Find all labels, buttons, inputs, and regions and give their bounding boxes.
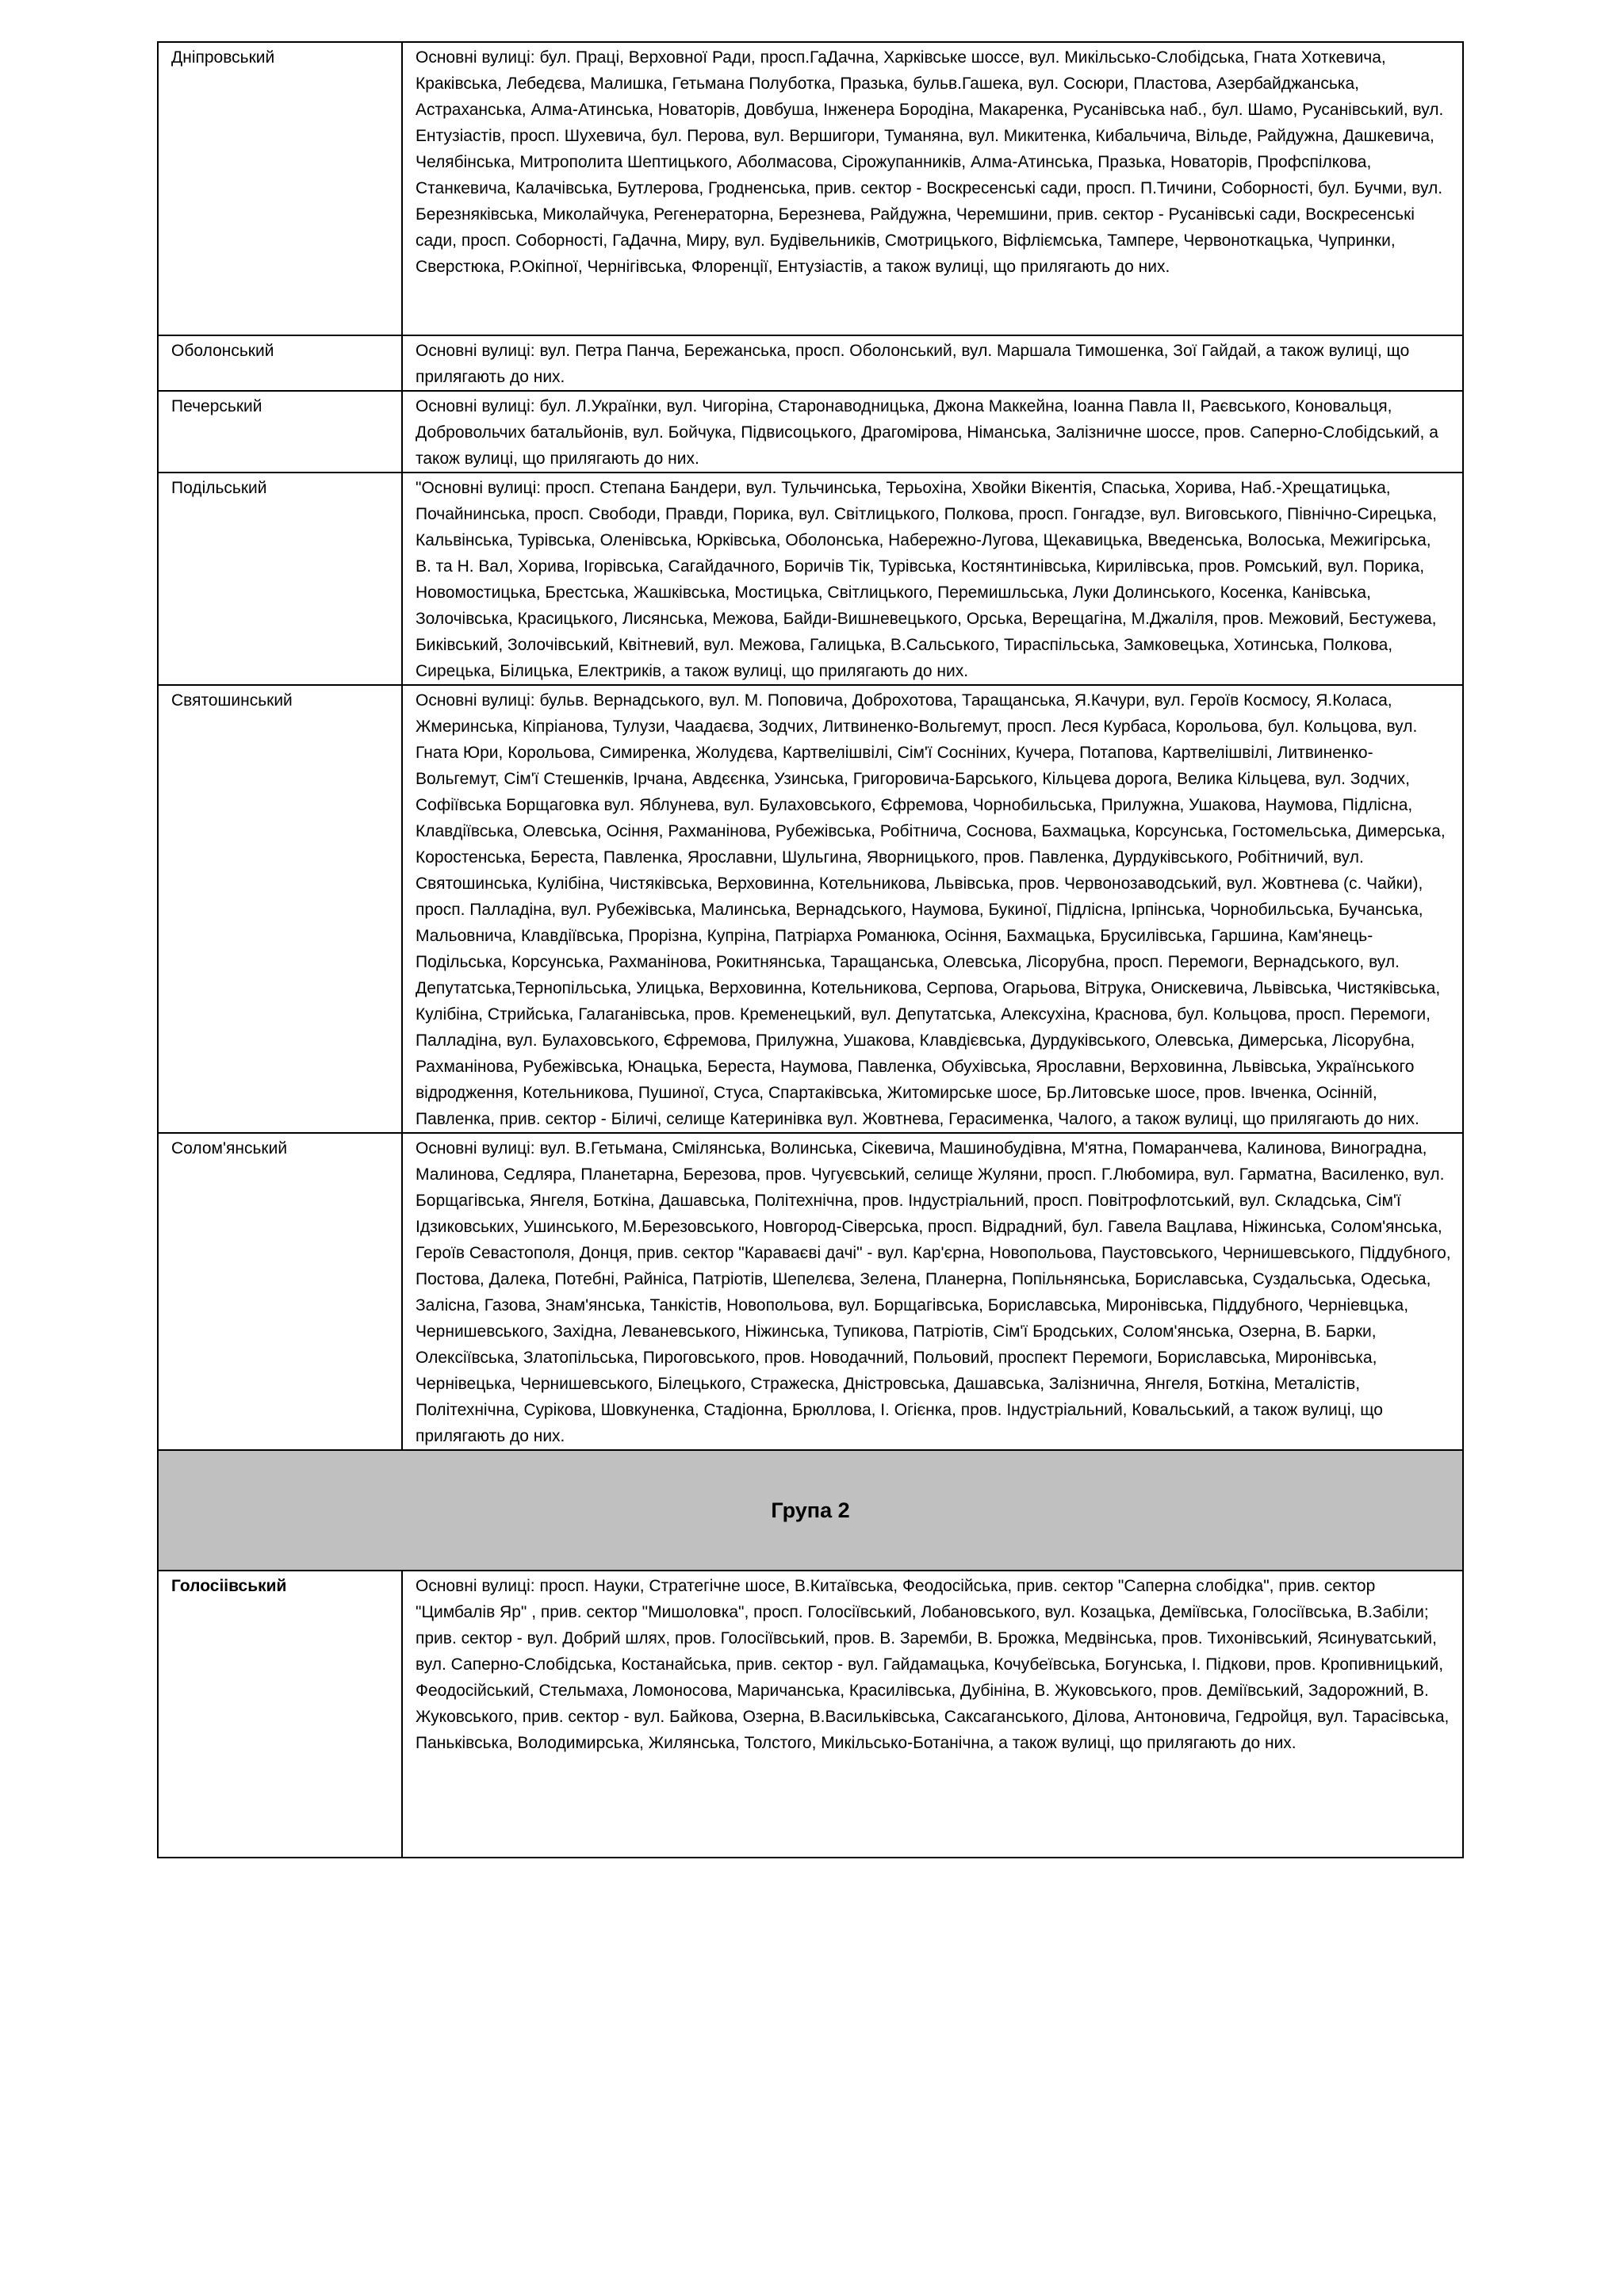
- district-name: Подільський: [158, 473, 402, 685]
- district-streets: Основні вулиці: бул. Л.Українки, вул. Чигоріна, Старонаводницька, Джона Маккейна, Іоанна Павла ІІ, Раєвського, Коновальця, Добровольчих батальйонів, вул. Бойчука, Підвисоцького, Драгомірова, Німанська, Залізничне шоссе, пров. Саперно-Слобідський, а також вулиці, що прилягають до них.: [402, 391, 1463, 473]
- table-row: [158, 391, 1463, 473]
- district-streets: Основні вулиці: бульв. Вернадського, вул. М. Поповича, Доброхотова, Таращанська, Я.Качури, вул. Героїв Космосу, Я.Коласа, Жмеринська, Кіпріанова, Тулузи, Чаадаєва, Зодчих, Литвиненко-Вольгемут, просп. Леся Курбаса, Корольова, бул. Кольцова, вул. Гната Юри, Корольова, Симиренка, Жолудєва, Картвелішвілі, Сім'ї Сосніних, Кучера, Потапова, Картвелішвілі, Литвиненко-Вольгемут, Сім'ї Стешенків, Ірчана, Авдєєнка, Узинська, Григоровича-Барського, Кільцева дорога, Велика Кільцева, вул. Зодчих, Софіївська Борщаговка вул. Яблунева, вул. Булаховського, Єфремова, Чорнобильська, Прилужна, Ушакова, Наумова, Підлісна, Клавдіївська, Олевська, Осіння, Рахманінова, Рубежівська, Робітнича, Соснова, Бахмацька, Корсунська, Гостомельська, Димерська, Коростенська, Береста, Павленка, Ярославни, Шульгина, Яворницького, пров. Павленка, Дурдуківського, Робітничий, вул. Святошинська, Кулібіна, Чистяківська, Верховинна, Котельникова, Львівська, пров. Червонозаводський, вул. Жовтнева (с. Чайки), просп. Палладіна, вул. Рубежівська, Малинська, Вернадського, Наумова, Букиної, Підлісна, Ірпінська, Чорнобильська, Бучанська, Мальовнича, Клавдіївська, Прорізна, Купріна, Патріарха Романюка, Осіння, Бахмацька, Брусилівська, Гаршина, Кам'янець-Подільська, Корсунська, Рахманінова, Рокитнянська, Таращанська, Олевська, Лісорубна, просп. Перемоги, Вернадського, вул. Депутатська,Тернопільська, Улицька, Верховинна, Котельникова, Серпова, Огарьова, Вітрука, Онискевича, Львівська, Чистяківська, Кулібіна, Стрийська, Галаганівська, пров. Кременецький, вул. Депутатська, Алексухіна, Краснова, бул. Кольцова, просп. Перемоги, Палладіна, вул. Булаховського, Єфремова, Прилужна, Ушакова, Клавдієвська, Дурдуківського, Олевська, Димерська, Лісорубна, Рахманінова, Рубежівська, Юнацька, Береста, Наумова, Павленка, Обухівська, Ярославни, Верховинна, Львівська, Українського відродження, Котельникова, Пушиної, Стуса, Спартаківська, Житомирське шосе, Бр.Литовське шосе, пров. Івченка, Осінній, Павленка, прив. сектор - Біличі, селище Катеринівка вул. Жовтнева, Герасименка, Чалого, а також вулиці, що прилягають до них.: [402, 685, 1463, 1133]
- district-name: Солом'янський: [158, 1133, 402, 1450]
- district-name: Печерський: [158, 391, 402, 473]
- table-row: [158, 42, 1463, 335]
- group-title: Група 2: [158, 1450, 1463, 1571]
- district-streets: Основні вулиці: бул. Праці, Верховної Ради, просп.ГаДачна, Харківське шоссе, вул. Микільсько-Слобідська, Гната Хоткевича, Краківська, Лебедєва, Малишка, Гетьмана Полуботка, Празька, бульв.Гашека, вул. Сосюри, Пластова, Азербайджанська, Астраханська, Алма-Атинська, Новаторів, Довбуша, Інженера Бородіна, Макаренка, Русанівська наб., бул. Шамо, Русанівський, вул. Ентузіастів, просп. Шухевича, бул. Перова, вул. Вершигори, Туманяна, вул. Микитенка, Кибальчича, Вільде, Райдужна, Дашкевича, Челябінська, Митрополита Шептицького, Аболмасова, Сірожупанників, Алма-Атинська, Празька, Новаторів, Профспілкова, Станкевича, Калачівська, Бутлерова, Гродненська, прив. сектор - Воскресенські сади, просп. П.Тичини, Соборності, бул. Бучми, вул. Березняківська, Миколайчука, Регенераторна, Березнева, Райдужна, Черемшини, прив. сектор - Русанівські сади, Воскресенські сади, просп. Соборності, ГаДачна, Миру, вул. Будівельників, Смотрицького, Віфліємська, Тампере, Червоноткацька, Чупринки, Сверстюка, Р.Окіпної, Чернігівська, Флоренції, Ентузіастів, а також вулиці, що прилягають до них.: [402, 42, 1463, 335]
- district-streets: Основні вулиці: вул. Петра Панча, Бережанська, просп. Оболонський, вул. Маршала Тимошенка, Зої Гайдай, а також вулиці, що прилягають до них.: [402, 335, 1463, 391]
- district-name: Дніпровський: [158, 42, 402, 335]
- table-row: [158, 473, 1463, 685]
- table-row: [158, 1571, 1463, 1858]
- districts-table: [157, 41, 1464, 1858]
- district-name: Оболонський: [158, 335, 402, 391]
- district-streets: Основні вулиці: вул. В.Гетьмана, Смілянська, Волинська, Сікевича, Машинобудівна, М'ятна, Помаранчева, Калинова, Виноградна, Малинова, Седляра, Планетарна, Березова, пров. Чугуєвський, селище Жуляни, просп. Г.Любомира, вул. Гарматна, Василенко, вул. Борщагівська, Янгеля, Боткіна, Дашавська, Політехнічна, пров. Індустріальний, просп. Повітрофлотський, вул. Складська, Сім'ї Ідзиковських, Ушинського, М.Березовського, Новгород-Сіверська, просп. Відрадний, бул. Гавела Вацлава, Ніжинська, Солом'янська, Героїв Севастополя, Донця, прив. сектор "Караваєві дачі" - вул. Кар'єрна, Новопольова, Паустовського, Чернишевського, Піддубного, Постова, Далека, Потебні, Райніса, Патріотів, Шепелєва, Зелена, Планерна, Попільнянська, Бориславська, Суздальська, Одеська, Залісна, Газова, Знам'янська, Танкістів, Новопольова, вул. Борщагівська, Бориславська, Миронівська, Піддубного, Черніевцька, Чернишевського, Західна, Леваневського, Ніжинська, Тупикова, Патріотів, Сім'ї Бродських, Солом'янська, Озерна, В. Барки, Олексіївська, Златопільська, Пироговського, пров. Новодачний, Польовий, проспект Перемоги, Бориславська, Миронівська, Чернівецька, Чернишевського, Білецького, Стражеска, Дністровська, Дашавська, Залізнична, Янгеля, Боткіна, Металістів, Політехнічна, Сурікова, Шовкуненка, Стадіонна, Брюллова, І. Огієнка, пров. Індустріальний, Ковальський, а також вулиці, що прилягають до них.: [402, 1133, 1463, 1450]
- district-name: Святошинський: [158, 685, 402, 1133]
- district-streets: "Основні вулиці: просп. Степана Бандери, вул. Тульчинська, Терьохіна, Хвойки Вікентія, Спаська, Хорива, Наб.-Хрещатицька, Почайнинська, просп. Свободи, Правди, Порика, вул. Світлицького, Полкова, просп. Гонгадзе, вул. Виговського, Північно-Сирецька, Кальвінська, Турівська, Оленівська, Юрківська, Оболонська, Набережно-Лугова, Щекавицька, Введенська, Волоська, Межигірська, В. та Н. Вал, Хорива, Ігорівська, Сагайдачного, Боричів Тік, Турівська, Костянтинівська, Кирилівська, пров. Ромський, вул. Порика, Новомостицька, Брестська, Жашківська, Мостицька, Світлицького, Перемишльська, Луки Долинського, Косенка, Канівська, Золочівська, Красицького, Лисянська, Межова, Байди-Вишневецького, Орська, Верещагіна, М.Джаліля, пров. Межовий, Бестужева, Биківський, Золочівський, Квітневий, вул. Межова, Галицька, В.Сальського, Тираспільська, Замковецька, Хотинська, Полкова, Сирецька, Білицька, Електриків, а також вулиці, що прилягають до них.: [402, 473, 1463, 685]
- district-streets: Основні вулиці: просп. Науки, Стратегічне шосе, В.Китаївська, Феодосійська, прив. сектор "Саперна слобідка", прив. сектор "Цимбалів Яр" , прив. сектор "Мишоловка", просп. Голосіївський, Лобановського, вул. Козацька, Деміївська, Голосіївська, В.Забіли; прив. сектор - вул. Добрий шлях, пров. Голосіївський, пров. В. Заремби, В. Брожка, Медвінська, пров. Тихонівський, Ясинуватський, вул. Саперно-Слобідська, Костанайська, прив. сектор - вул. Гайдамацька, Кочубеївська, Богунська, І. Підкови, пров. Кропивницький, Феодосійський, Стельмаха, Ломоносова, Маричанська, Красилівська, Дубініна, В. Жуковського, пров. Деміївський, Задорожний, В. Жуковського, прив. сектор - вул. Байкова, Озерна, В.Васильківська, Саксаганського, Ділова, Антоновича, Гедройця, вул. Тарасівська, Паньківська, Володимирська, Жилянська, Толстого, Микільсько-Ботанічна, а також вулиці, що прилягають до них.: [402, 1571, 1463, 1858]
- table-row: [158, 685, 1463, 1133]
- group-header-row: [158, 1450, 1463, 1571]
- table-row: [158, 335, 1463, 391]
- district-name: Голосіівський: [158, 1571, 402, 1858]
- table-row: [158, 1133, 1463, 1450]
